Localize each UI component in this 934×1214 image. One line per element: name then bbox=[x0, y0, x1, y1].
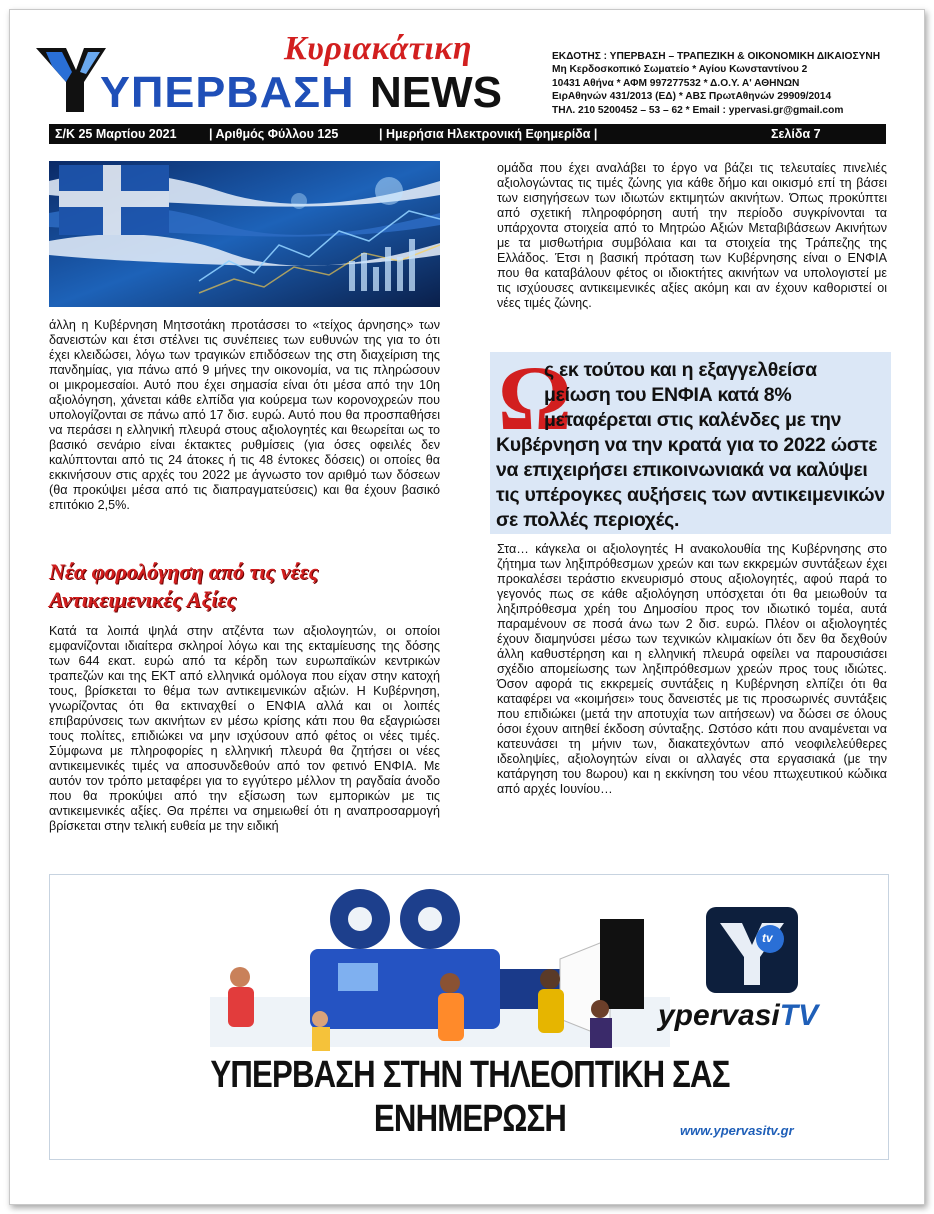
tv-badge: tv bbox=[762, 931, 773, 945]
banner-title: ΥΠΕΡΒΑΣΗ ΣΤΗΝ ΤΗΛΕΟΠΤΙΚΗ ΣΑΣ ΕΝΗΜΕΡΩΣΗ bbox=[210, 1054, 730, 1140]
ypervasi-tv-logo-icon bbox=[704, 905, 800, 995]
brand-suffix: TV bbox=[779, 999, 819, 1032]
pull-quote-line-2: μείωση του ΕΝΦΙΑ κατά 8% bbox=[544, 384, 792, 406]
subheading-line-1: Νέα φορολόγηση από τις νέες bbox=[49, 559, 319, 584]
pull-quote-text bbox=[496, 347, 886, 533]
masthead-title: ΥΠΕΡΒΑΣΗ bbox=[100, 68, 355, 117]
banner-url-link[interactable]: www.ypervasitv.gr bbox=[680, 1123, 794, 1138]
publisher-line: Μη Κερδοσκοπικό Σωματείο * Αγίου Κωνσταντίνου 2 bbox=[552, 64, 808, 76]
right-paragraph-1: ομάδα που έχει αναλάβει το έργο να βάζει τις τελευταίες πινελιές αξιολογώντας τις τιμές ζώνης για κάθε δήμο και οικισμό επί τη βάσει των εισηγήσεων των ιδιωτών εκτιμητών ακινήτων. Όπως προκύπτει από σχετική πληροφόρηση αυτή την περίοδο συγκρίνονται τα υπάρχοντα στοιχεία από το Μητρώο Αξιών Μεταβιβάσεων Ακινήτων με τα μισθωτήρια συμβόλαια και τα στοιχεία της Τράπεζης της Ελλάδος. Έτσι η βασική πρόταση των Κυβέρνησης είναι ο ΕΝΦΙΑ που θα καταβάλουν φέτος οι ιδιοκτήτες ακινήτων να υπολογιστεί με τις ισχύουσες αντικειμενικές αξίες ακόμη και αν έχουν καθοριστεί οι νέες τιμές ζώνης. bbox=[497, 161, 887, 310]
drop-cap: Ω bbox=[498, 347, 572, 449]
section-subheading bbox=[49, 558, 440, 614]
greek-flag-finance-image bbox=[49, 161, 440, 307]
subheading-line-2: Αντικειμενικές Αξίες bbox=[49, 587, 237, 612]
issue-number: | Αριθμός Φύλλου 125 bbox=[209, 127, 339, 141]
masthead-news: NEWS bbox=[370, 68, 502, 117]
film-crew-illustration bbox=[140, 879, 700, 1059]
publisher-line: ΕΚΔΟΤΗΣ : ΥΠΕΡΒΑΣΗ – ΤΡΑΠΕΖΙΚΗ & ΟΙΚΟΝΟΜΙΚΗ ΔΙΚΑΙΟΣΥΝΗ bbox=[552, 51, 881, 62]
issue-type: | Ημερήσια Ηλεκτρονική Εφημερίδα | bbox=[379, 127, 598, 141]
publisher-line: ΕιρΑθηνών 431/2013 (ΕΔ) * ΑΒΣ ΠρωτΑθηνών 29909/2014 bbox=[552, 91, 832, 103]
publisher-info bbox=[552, 50, 892, 117]
brand-prefix: ypervasi bbox=[658, 999, 780, 1032]
pull-quote-box bbox=[490, 347, 891, 534]
masthead-subtitle: Κυριακάτικη bbox=[284, 30, 472, 67]
pull-quote-line-3: μεταφέρεται στις καλένδες με την bbox=[544, 409, 842, 431]
publisher-line: 10431 Αθήνα * ΑΦΜ 997277532 * Δ.Ο.Υ. Α' ΑΘΗΝΩΝ bbox=[552, 77, 800, 89]
right-paragraph-2: Στα… κάγκελα οι αξιολογητές Η ανακολουθία της Κυβέρνησης στο ζήτημα των ληξιπρόθεσμων χρεών και των εκκρεμών συντάξεων έχει προκαλέσει τεράστιο εκνευρισμό στους αξιολογητές, αφού παρά το γεγονός πως σε κάθε αξιολόγηση υπόσχεται ότι θα μειωθούν τα ληξιπρόθεσμα χρέη του Δημοσίου προς τον ιδιωτικό τομέα, αυτά παραμένουν σε ποσά άνω των 2 δισ. ευρώ. Πλέον οι αξιολογητές έχουν διαμηνύσει μέσω των τεχνικών κλιμακίων ότι δεν θα δεχθούν άλλη καθυστέρηση και η ελληνική πλευρά οφείλει να παρουσιάσει σχέδιο απομείωσης των ληξιπρόθεσμων χρεών προς τους ιδιώτες. Όσον αφορά τις εκκρεμείς συντάξεις η Κυβέρνηση ελπίζει ότι θα καταφέρει να «κοιμήσει» τους δανειστές με τις προσωρινές συντάξεις που επιδιώκει (μετά την αποτυχία των αιτήσεων) να δώσει σε όλους όσοι έχουν αιτηθεί έκδοση σύνταξης. Ωστόσο κάτι που αναμένεται να κατευνάσει τη μήνιν των, διακατεχόντων από νεοφιλελεύθερες ιδεοληψίες, αξιολογητών είναι οι αλλαγές στα εργασιακά (με την κατάργηση του 8ωρου) και η εκκίνηση του νέου πτωχευτικού κώδικα από αρχές Ιουνίου… bbox=[497, 542, 887, 796]
issue-date: Σ/Κ 25 Μαρτίου 2021 bbox=[55, 127, 177, 141]
pull-quote-line-1: ς εκ τούτου και η εξαγγελθείσα bbox=[544, 359, 817, 381]
logo-y-icon bbox=[36, 44, 106, 112]
ypervasi-tv-banner[interactable] bbox=[49, 874, 889, 1160]
left-paragraph-2: Κατά τα λοιπά ψηλά στην ατζέντα των αξιολογητών, οι οποίοι εμφανίζονται ιδιαίτερα σκληροί λόγω και της εκταμίευσης της δόσης των 644 εκατ. ευρώ από τα κέρδη των ευρωπαϊκών κεντρικών τραπεζών και της ΕΚΤ από ελληνικά ομόλογα που είχαν στην κατοχή τους, βρίσκεται το θέμα των αντικειμενικών αξιών. Η Κυβέρνηση, γνωρίζοντας ότι θα εκτιναχθεί ο ΕΝΦΙΑ αλλά και οι λοιπές επιβαρύνσεις των ακινήτων εν μέσω κρίσης κάτι που θα εξαγριώσει τους πολίτες, επιδιώκει να μην ισχύσουν από φέτος οι νέες τιμές. Σύμφωνα με πληροφορίες η ελληνική πλευρά θα ζητήσει οι νέες αντικειμενικές τιμές να αποσυνδεθούν από τον φετινό ΕΝΦΙΑ. Με αυτόν τον τρόπο μεταφέρει για το εγγύτερο μέλλον τη ραγδαία άνοδο που θα προκύψει από την εξίσωση των εμπορικών με τις αντικειμενικές αξίες. Θα πρέπει να σημειωθεί ότι η αναπροσαρμογή βρίσκεται στην τελική ευθεία με την ειδική bbox=[49, 624, 440, 833]
left-paragraph-1: άλλη η Κυβέρνηση Μητσοτάκη προτάσσει το «τείχος άρνησης» των δανειστών και έτσι στέλνει τις συνέπειες των ευθυνών της για το ότι έχει κλειδώσει, λόγω των τραγικών επιδόσεων της στη διαχείριση της πανδημίας, για πάνω από 9 μήνες την οικονομία, να τις πληρώσουν οι μικρομεσαίοι. Αυτό που έχει σημασία είναι ότι μέσα από την 10η αξιολόγηση, χάνεται κάθε ελπίδα για κούρεμα των κορονοχρεών που υπολογίζονται σε πάνω από 17 δισ. ευρώ. Αυτό που θα προσπαθήσει να περάσει η ελληνική πλευρά στους αξιολογητές και θεωρείται ως το βασικό σενάριο είναι έκτακτες ρυθμίσεις (για όσες οφειλές δεν καλύπτονται από τις 24 άτοκες ή τις 48 έντοκες δόσεις) οι οποίες θα εκκινήσουν στις αρχές του 2022 με άγνωστο τον αριθμό των δόσεων (θα προκύψει μέσα από τις διαπραγματεύσεις) και θα έχουν βασικό επιτόκιο 2,5%. bbox=[49, 318, 440, 512]
publisher-line: ΤΗΛ. 210 5200452 – 53 – 62 * Email : ypervasi.gr@gmail.com bbox=[552, 104, 844, 116]
ypervasi-tv-brand bbox=[658, 999, 818, 1033]
pull-quote-rest: Κυβέρνηση να την κρατά για το 2022 ώστε να επιχειρήσει επικοινωνιακά να καλύψει τις υπέρογκες αυξήσεις των αντικειμενικών σε πολλές περιοχές. bbox=[496, 434, 885, 531]
page-number: Σελίδα 7 bbox=[771, 127, 821, 141]
issue-bar bbox=[49, 124, 886, 144]
